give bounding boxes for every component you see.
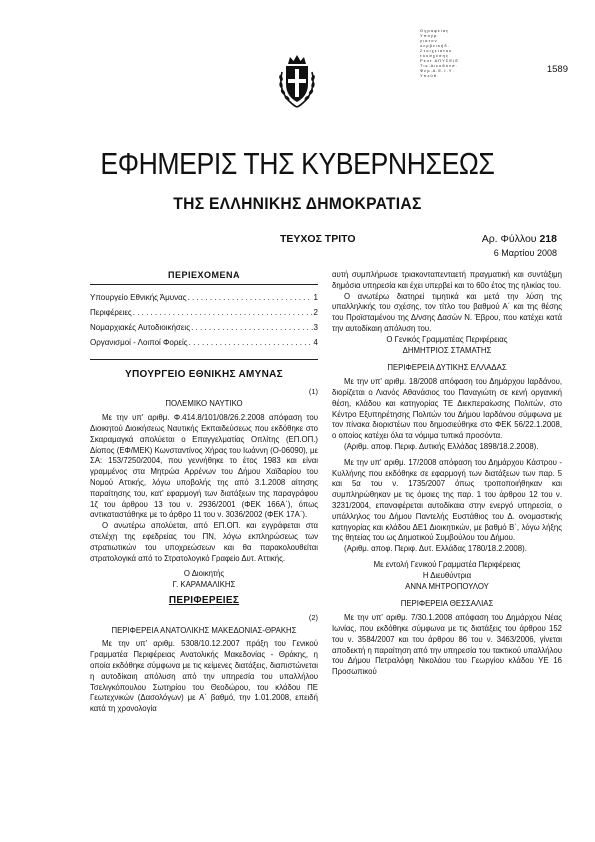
toc-item-page: 3 xyxy=(313,322,318,332)
left-column xyxy=(90,270,318,715)
toc-rule xyxy=(90,284,318,285)
toc-item-label: Υπουργείο Εθνικής Άμυνας xyxy=(90,292,187,302)
signature-intro: Με εντολή Γενικού Γραμματέα Περιφέρειας xyxy=(373,559,521,569)
paragraph: Με την υπ' αριθμ. 5308/10.12.2007 πράξη του Γενικού Γραμματέα Περιφέρειας Ανατολικής Μακεδονίας - Θράκης, η οποία εκδόθηκε σύμφωνα με τις κείμενες διατάξεις, διαπιστώνεται η αυτοδίκαιη απόλυση από την υπηρεσία του υπαλλήλου Τσελιγκόπουλου Σωτηρίου του Θεοδώρου, του κλάδου ΠΕ Γεωτεχνικών (Δασολόγων) με Α΄ βαθμό, την 1.01.2008, επειδή κατά τη χρονολογία xyxy=(90,639,318,714)
issue-series: ΤΕΥΧΟΣ ΤΡΙΤΟ xyxy=(280,233,356,245)
paragraph: Με την υπ' αριθμ. 18/2008 απόφαση του Δημάρχου Ιαρδάνου, διορίζεται ο Λιανός Αθανάσιος του Παναγιώτη σε κενή οργανική θέση, κλάδου και κατηγορίας ΤΕ Διεκπεραίωσης Πολιτών, στο Κέντρο Εξυπηρέτησης Πολιτών του Δήμου Ιαρδάνου σύμφωνα με τον πίνακα διοριστέων που δημοσιεύθηκε στο ΦΕΚ 56/22.1.2008, ο οποίος κατέχει όλα τα νόμιμα τυπικά προσόντα. xyxy=(332,377,562,441)
toc-leader xyxy=(188,293,313,304)
signature-role: Η Διευθύντρια xyxy=(422,570,472,580)
signature-role: Ο Διοικητής xyxy=(183,569,225,579)
section-title-defense: ΥΠΟΥΡΓΕΙΟ ΕΘΝΙΚΗΣ ΑΜΥΝΑΣ xyxy=(125,368,283,380)
paragraph: Ο ανωτέρω απολύεται, από ΕΠ.ΟΠ. και εγγράφεται στα στελέχη της εφεδρείας του ΠΝ, λόγω εκπληρώσεως των στρατιωτικών του υποχρεώσεων και θα παρακολουθείται στρατολογικά από το Στρατολογικό Γραφείο Δυτ. Αττικής. xyxy=(90,521,318,563)
subsection-title: ΠΕΡΙΦΕΡΕΙΑ ΘΕΣΣΑΛΙΑΣ xyxy=(400,599,494,609)
signature-name: ΔΗΜΗΤΡΙΟΣ ΣΤΑΜΑΤΗΣ xyxy=(402,345,492,355)
paragraph-note: (Αριθμ. αποφ. Περιφ. Δυτ. Ελλάδας 1780/18.2.2008). xyxy=(344,544,527,554)
subsection-title: ΠΕΡΙΦΕΡΕΙΑ ΑΝΑΤΟΛΙΚΗΣ ΜΑΚΕΔΟΝΙΑΣ-ΘΡΑΚΗΣ xyxy=(111,625,297,635)
toc-leader xyxy=(133,308,313,319)
paragraph: Με την υπ' αριθμ. 7/30.1.2008 απόφαση του Δημάρχου Νέας Ιωνίας, που εκδόθηκε σύμφωνα με τις διατάξεις του άρθρου 152 του ν. 3584/2007 και του άρθρου 86 του ν. 3463/2006, γίνεται αποδεκτή η παραίτηση από την υπηρεσία του τακτικού υπαλλήλου του Δήμου Πετραλόφη Νικολάου του Γεωργίου κλάδου ΥΕ 16 Προσωπικού xyxy=(332,613,562,677)
coat-of-arms-emblem xyxy=(276,54,318,110)
toc-item-page: 2 xyxy=(313,307,318,317)
right-column xyxy=(332,270,562,678)
paragraph: Με την υπ' αριθμ. 17/2008 απόφαση του Δημάρχου Κάστρου - Κυλλήνης που εκδόθηκε σε εφαρμογή των διατάξεων των παρ. 5 και 5α του ν. 1735/2007 όπως τροποποιήθηκαν και συμπληρώθηκαν με τις όμοιες της παρ. 1 του άρθρου 12 του ν. 3231/2004, επαναφέρεται αυτοδίκαια στην ενεργό υπηρεσία, ο υπάλληλος του Δήμου Παντελής Ευστάθιος του Δ. ονομαστικής κατηγορίας και κλάδου ΔΕ1 Διοικητικών, με βαθμό Β΄, λόγω λήξης της θητείας του ως Δημοτικού Συμβούλου του Δήμου. xyxy=(332,457,562,543)
signature-name: ΑΝΝΑ ΜΗΤΡΟΠΟΥΛΟΥ xyxy=(405,581,489,591)
paragraph: αυτή συμπλήρωσε τριακονταπενταετή πραγματική και συντάξιμη δημόσια υπηρεσία και έχει υπερβεί και το 60ο έτος της ηλικίας του. xyxy=(332,270,562,290)
reference-number: (2) xyxy=(308,612,318,622)
toc-item[interactable] xyxy=(90,308,318,323)
toc-item-page: 4 xyxy=(313,337,318,347)
gazette-subtitle: ΤΗΣ ΕΛΛΗΝΙΚΗΣ ΔΗΜΟΚΡΑΤΙΑΣ xyxy=(173,194,422,213)
subsection-title: ΠΕΡΙΦΕΡΕΙΑ ΔΥΤΙΚΗΣ ΕΛΛΑΔΑΣ xyxy=(387,363,507,373)
subsection-title: ΠΟΛΕΜΙΚΟ ΝΑΥΤΙΚΟ xyxy=(165,399,243,409)
section-title-regions: ΠΕΡΙΦΕΡΕΙΕΣ xyxy=(168,594,240,606)
gazette-title: ΕΦΗΜΕΡΙΣ ΤΗΣ ΚΥΒΕΡΝΗΣΕΩΣ xyxy=(100,146,495,181)
toc-end-rule xyxy=(90,359,318,360)
issue-sheet-number xyxy=(0,233,557,245)
reference-number: (1) xyxy=(308,386,318,396)
paragraph: Ο ανωτέρω διατηρεί τιμητικά και μετά την λύση της υπαλληλικής του σχέσης, τον τίτλο του βαθμού Α΄ και της θέσης του Προϊσταμένου της Δ/νσης Δασών Ν. Έβρου, που κατέχει κατά την αυτοδίκαιη απόλυση του. xyxy=(332,291,562,333)
toc-leader xyxy=(191,323,312,334)
signature-name: Γ. ΚΑΡΑΜΑΛΙΚΗΣ xyxy=(172,580,236,590)
sheet-number: 218 xyxy=(539,233,557,245)
signature-role: Ο Γενικός Γραμματέας Περιφέρειας xyxy=(386,334,508,344)
toc-leader xyxy=(189,338,313,349)
toc-item-label: Νομαρχιακές Αυτοδιοικήσεις xyxy=(90,322,191,332)
toc-item-label: Περιφέρειες xyxy=(90,307,132,317)
paragraph: Με την υπ' αριθμ. Φ.414.8/101/08/26.2.2008 απόφαση του Διοικητού Διοικήσεως Ναυτικής Εκπαιδεύσεως που εκδόθηκε στο Σκαραμαγκά απολύεται ο Επαγγελματίας Οπλίτης (ΕΠ.ΟΠ.) Δίοπος (ΕΦ/ΜΕΚ) Κωνσταντίνος Χήρας του Ιωάννη (Ο-06090), με ΣΑ: 153/7250/2004, που γεννήθηκε το έτος 1983 και είναι γραμμένος στα Μητρώα Αρρένων του Δήμου Χαϊδαρίου του Νομού Αττικής, λόγω υποβολής της από 3.1.2008 αίτησης παραίτησης του, κατ' εφαρμογή των διατάξεων της παραγράφου 1ζ του άρθρου 13 του ν. 2936/2001 (ΦΕΚ 166Α΄), όπως αντικαταστάθηκε με το άρθρο 11 του ν. 3036/2002 (ΦΕΚ 17Α΄). xyxy=(90,413,318,520)
page-number: 1589 xyxy=(546,64,568,75)
toc-item[interactable] xyxy=(90,293,318,308)
sheet-label: Αρ. Φύλλου xyxy=(481,233,537,245)
stamp-block: Ο γ ρ α φ ε ί α ς Υ π ο γ ρ . γ ι α τ ο ν ο ε ρ β ε ι κ ή δ . Σ τ ο ι χ ε ι α τ ο υ τ ο υ σ χ έ σ η ς Ρ ε υ τ . Α Π Υ Σ Ε Ι Ε Τ ι κ . Δ ι ε υ θ ύ ν σ . Φ ε ρ . Α . Ε . Ι . Υ . Υ π ε ύ θ . xyxy=(420,28,459,78)
toc-item[interactable] xyxy=(90,338,318,353)
toc-item-label: Οργανισμοί - Λοιποί Φορείς xyxy=(90,337,188,347)
toc-title: ΠΕΡΙΕΧΟΜΕΝΑ xyxy=(167,270,240,280)
toc-item-page: 1 xyxy=(313,292,318,302)
toc-item[interactable] xyxy=(90,323,318,338)
paragraph-note: (Αριθμ. αποφ. Περιφ. Δυτικής Ελλάδας 1898/18.2.2008). xyxy=(344,441,539,451)
issue-date: 6 Μαρτίου 2008 xyxy=(493,248,557,258)
